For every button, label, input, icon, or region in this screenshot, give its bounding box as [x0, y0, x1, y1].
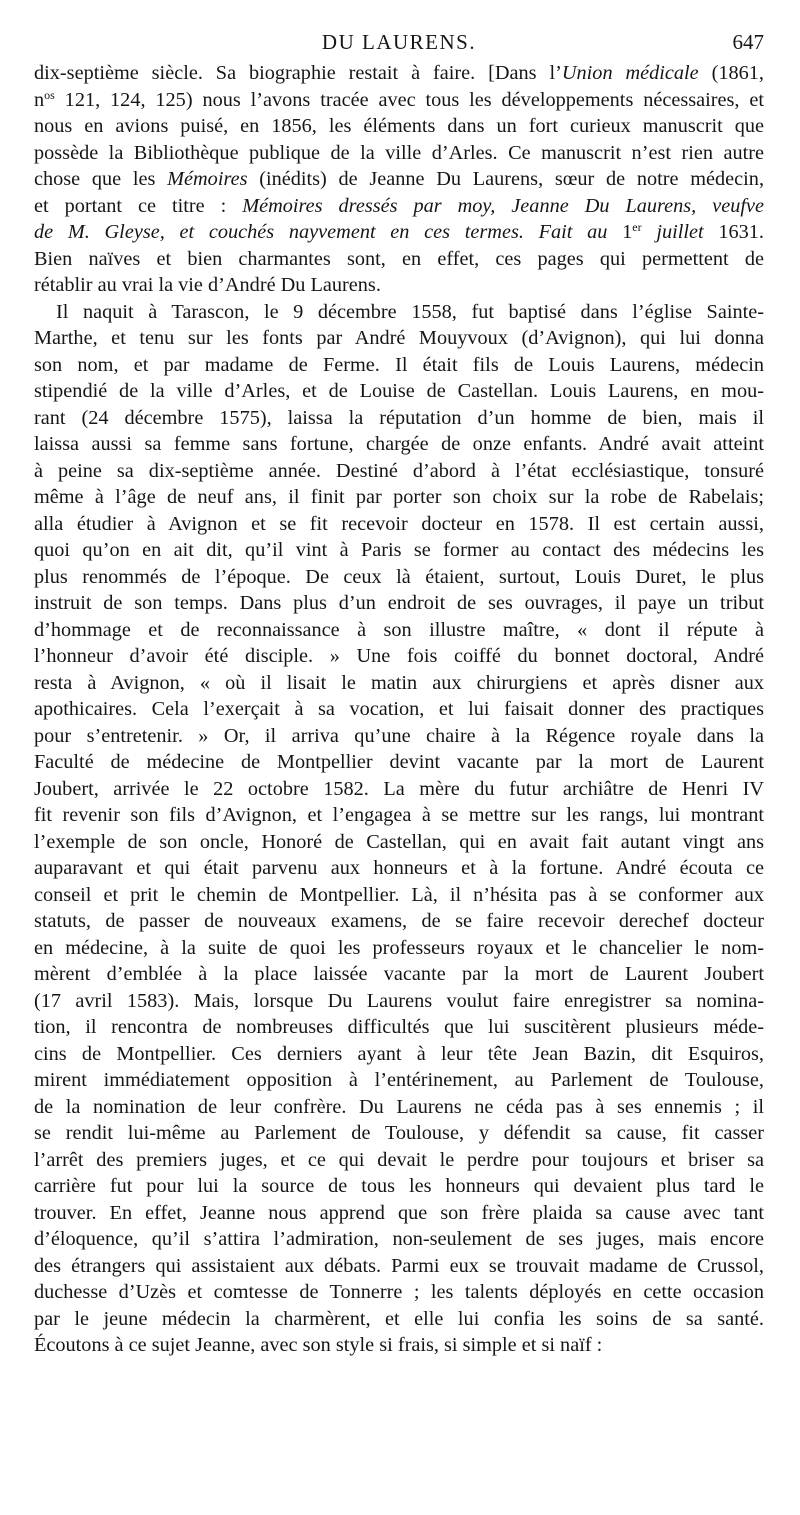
text-run: (inédits) de Jeanne Du Laurens, sœur de notre médecin,: [247, 168, 765, 190]
text-line: [34, 458, 764, 485]
text-line: [34, 352, 764, 379]
italic-text: Union médicale: [561, 62, 699, 84]
text-run: stipendié de la ville d’Arles, et de Louise de Castellan. Louis Laurens, en mou-: [34, 380, 764, 402]
text-line: [34, 378, 764, 405]
text-run: auparavant et qui était parvenu aux honneurs et à la fortune. André écouta ce: [34, 857, 764, 879]
text-run: 1631.: [703, 221, 765, 243]
text-line: [34, 140, 764, 167]
text-line: [34, 60, 764, 87]
text-line: [34, 325, 764, 352]
text-run: nous en avions puisé, en 1856, les éléments dans un fort curieux manuscrit que: [34, 115, 764, 137]
text-line: [34, 829, 764, 856]
text-line: [34, 484, 764, 511]
text-run: 121, 124, 125) nous l’avons tracée avec tous les développements nécessaires, et: [54, 88, 764, 111]
text-run: pour s’entretenir. » Or, il arriva qu’une chaire à la Régence royale dans la: [34, 724, 764, 747]
text-run: mèrent d’emblée à la place laissée vacante par la mort de Laurent Joubert: [34, 963, 764, 985]
text-line: [34, 696, 764, 723]
text-run: l’arrêt des premiers juges, et ce qui devait le perdre pour toujours et briser sa: [34, 1148, 764, 1171]
text-run: chose que les: [34, 168, 168, 190]
text-line: [34, 511, 764, 538]
text-run: resta à Avignon, « où il lisait le matin aux chirurgiens et après disner aux: [34, 671, 764, 694]
text-line: [34, 988, 764, 1015]
text-run: fit revenir son fils d’Avignon, et l’engagea à se mettre sur les rangs, lui montrant: [34, 804, 764, 826]
text-run: à peine sa dix-septième année. Destiné d’abord à l’état ecclésiastique, tonsuré: [34, 459, 764, 482]
text-run: statuts, de passer de nouveaux examens, de se faire recevoir derechef docteur: [34, 910, 764, 932]
superscript: er: [632, 220, 642, 234]
text-line: [34, 590, 764, 617]
text-line: [34, 1279, 764, 1306]
text-line: [34, 87, 764, 114]
text-run: conseil et prit le chemin de Montpellier. Là, il n’hésita pas à se conformer aux: [34, 883, 764, 906]
text-run: mirent immédiatement opposition à l’entérinement, au Parlement de Toulouse,: [34, 1069, 764, 1091]
text-line: [34, 564, 764, 591]
text-line: [34, 405, 764, 432]
text-line: [34, 246, 764, 273]
text-line: [34, 431, 764, 458]
text-line: [34, 1253, 764, 1280]
text-run: possède la Bibliothèque publique de la ville d’Arles. Ce manuscrit n’est rien autre: [34, 141, 764, 164]
text-line: [34, 1094, 764, 1121]
text-line: [34, 299, 764, 326]
text-line: [34, 935, 764, 962]
text-run: son nom, et par madame de Ferme. Il était fils de Louis Laurens, médecin: [34, 353, 764, 376]
text-run: cins de Montpellier. Ces derniers ayant à leur tête Jean Bazin, dit Esquiros,: [34, 1042, 764, 1065]
page-header: [34, 30, 764, 60]
text-line: [34, 855, 764, 882]
text-line: [34, 802, 764, 829]
text-run: instruit de son temps. Dans plus d’un endroit de ses ouvrages, il paye un tribut: [34, 592, 764, 614]
text-line: [34, 1067, 764, 1094]
text-run: tion, il rencontra de nombreuses difficultés que lui suscitèrent plusieurs méde-: [34, 1016, 764, 1038]
text-run: Faculté de médecine de Montpellier devint vacante par la mort de Laurent: [34, 751, 764, 773]
text-line: [34, 749, 764, 776]
text-line: [34, 776, 764, 803]
running-head: DU LAURENS.: [321, 30, 477, 54]
text-run: carrière fut pour lui la source de tous les honneurs qui devaient plus tard le: [34, 1175, 764, 1197]
text-line: [34, 1173, 764, 1200]
text-run: duchesse d’Uzès et comtesse de Tonnerre ; les talents déployés en cette occasion: [34, 1281, 764, 1303]
text-line: [34, 617, 764, 644]
text-run: rétablir au vrai la vie d’André Du Laurens.: [34, 274, 381, 296]
paragraph: [34, 60, 764, 299]
text-line: [34, 643, 764, 670]
text-run: d’éloquence, qu’il s’attira l’admiration, non-seulement de ses juges, mais encore: [34, 1228, 764, 1250]
text-run: Joubert, arrivée le 22 octobre 1582. La mère du futur archiâtre de Henri IV: [34, 777, 764, 800]
text-run: de la nomination de leur confrère. Du Laurens ne céda pas à ses ennemis ; il: [34, 1095, 764, 1118]
text-run: Marthe, et tenu sur les fonts par André Mouyvoux (d’Avignon), qui lui donna: [34, 327, 764, 349]
text-run: (17 avril 1583). Mais, lorsque Du Laurens voulut faire enregistrer sa nomina-: [34, 989, 764, 1012]
text-line: [34, 219, 764, 246]
body-text: [34, 60, 764, 1359]
text-line: [34, 723, 764, 750]
text-run: laissa aussi sa femme sans fortune, chargée de onze enfants. André avait atteint: [34, 433, 764, 455]
page-number: 647: [732, 30, 764, 54]
text-run: trouver. En effet, Jeanne nous apprend que son frère plaida sa cause avec tant: [34, 1201, 764, 1224]
text-run: des étrangers qui assistaient aux débats. Parmi eux se trouvait madame de Crussol,: [34, 1254, 764, 1277]
text-run: même à l’âge de neuf ans, il finit par porter son choix sur la robe de Rabelais;: [34, 486, 764, 508]
text-run: rant (24 décembre 1575), laissa la réputation d’un homme de bien, mais il: [34, 406, 764, 429]
text-line: [34, 670, 764, 697]
italic-text: de M. Gleyse, et couchés nayvement en ces termes. Fait au: [34, 221, 623, 243]
text-run: plus renommés de l’époque. De ceux là étaient, surtout, Louis Duret, le plus: [34, 565, 764, 588]
text-line: [34, 961, 764, 988]
text-line: [34, 1332, 764, 1359]
text-run: alla étudier à Avignon et se fit recevoir docteur en 1578. Il est certain aussi,: [34, 512, 764, 535]
text-line: [34, 193, 764, 220]
text-line: [34, 1226, 764, 1253]
superscript: os: [44, 87, 55, 102]
text-line: [34, 1041, 764, 1068]
text-run: l’honneur d’avoir été disciple. » Une fois coiffé du bonnet doctoral, André: [34, 645, 764, 667]
text-run: en médecine, à la suite de quoi les professeurs royaux et le chancelier le nom-: [34, 936, 764, 959]
text-run: l’exemple de son oncle, Honoré de Castellan, qui en avait fait autant vingt ans: [34, 830, 764, 853]
italic-text: Mémoires: [167, 168, 248, 190]
text-run: Il naquit à Tarascon, le 9 décembre 1558, fut baptisé dans l’église Sainte-: [56, 300, 764, 323]
text-run: 1: [622, 221, 633, 243]
text-run: dix-septième siècle. Sa biographie restait à faire. [Dans l’: [34, 62, 562, 84]
text-run: Écoutons à ce sujet Jeanne, avec son style si frais, si simple et si naïf :: [34, 1334, 603, 1356]
italic-text: Mémoires dressés par moy, Jeanne Du Laurens, veufve: [242, 194, 765, 217]
text-line: [34, 1014, 764, 1041]
paragraph: [34, 299, 764, 1359]
text-line: [34, 882, 764, 909]
text-line: [34, 1120, 764, 1147]
text-line: [34, 908, 764, 935]
text-line: [34, 1147, 764, 1174]
text-run: d’hommage et de reconnaissance à son illustre maître, « dont il répute à: [34, 618, 764, 641]
text-line: [34, 537, 764, 564]
italic-text: juillet: [641, 221, 704, 243]
text-line: [34, 272, 764, 299]
text-run: (1861,: [698, 62, 764, 84]
text-run: apothicaires. Cela l’exerçait à sa vocation, et lui faisait donner des practiques: [34, 698, 764, 720]
text-run: se rendit lui-même au Parlement de Toulouse, y défendit sa cause, fit casser: [34, 1122, 764, 1144]
text-run: et portant ce titre :: [34, 194, 243, 217]
text-run: Bien naïves et bien charmantes sont, en effet, ces pages qui permettent de: [34, 247, 764, 270]
text-line: [34, 113, 764, 140]
text-line: [34, 1200, 764, 1227]
text-run: par le jeune médecin la charmèrent, et elle lui confia les soins de sa santé.: [34, 1307, 764, 1330]
text-run: quoi qu’on en ait dit, qu’il vint à Paris se former au contact des médecins les: [34, 539, 764, 561]
text-run: n: [34, 88, 45, 111]
text-line: [34, 166, 764, 193]
text-line: [34, 1306, 764, 1333]
